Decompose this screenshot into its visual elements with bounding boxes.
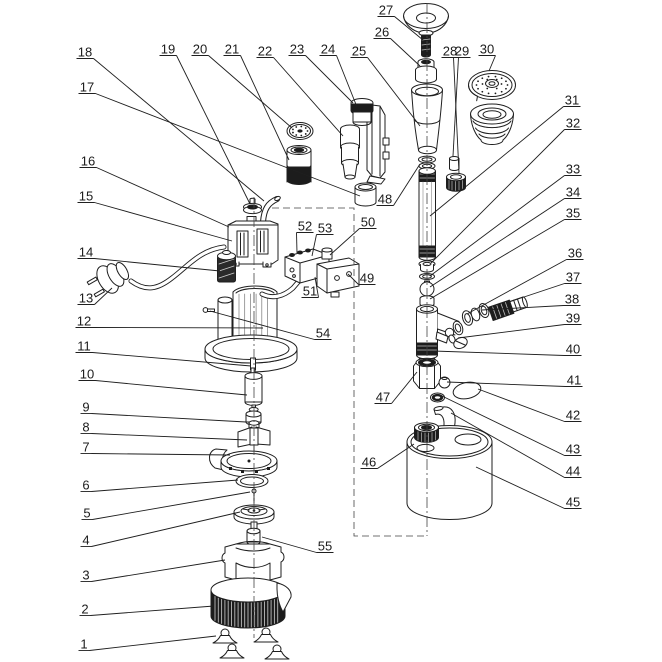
part-leader-30 xyxy=(489,56,496,72)
part-label-11: 11 xyxy=(77,338,91,354)
part-label-34: 34 xyxy=(565,184,581,200)
rotor xyxy=(245,368,262,413)
part-label-32: 32 xyxy=(565,115,581,131)
part-label-31: 31 xyxy=(564,92,580,108)
perforation-dot xyxy=(307,130,309,132)
part-label-5: 5 xyxy=(83,505,91,521)
perforation-dot xyxy=(305,127,307,129)
transducer-disc xyxy=(469,71,516,101)
perforation-dot xyxy=(507,84,509,86)
perforation-dot xyxy=(477,88,479,90)
part-label-50: 50 xyxy=(360,214,376,230)
perforation-dot xyxy=(501,91,503,93)
part-label-29: 29 xyxy=(454,43,470,59)
perforation-dot xyxy=(495,92,497,94)
part-leader-52 xyxy=(297,233,298,254)
part-labels-layer xyxy=(76,3,584,652)
spacer-pin xyxy=(450,157,460,171)
part-leader-17 xyxy=(96,94,361,197)
part-label-16: 16 xyxy=(80,153,96,169)
perforation-dot xyxy=(501,83,503,85)
perforation-dot xyxy=(481,91,483,93)
perforation-dot xyxy=(501,77,503,79)
part-label-23: 23 xyxy=(289,41,305,57)
part-label-3: 3 xyxy=(82,567,90,583)
center-lines xyxy=(254,3,427,638)
part-label-40: 40 xyxy=(565,341,581,357)
part-leader-19 xyxy=(177,56,251,205)
part-label-15: 15 xyxy=(78,188,94,204)
part-leader-3 xyxy=(92,560,226,582)
nozzle-nut xyxy=(416,59,437,83)
part-leader-2 xyxy=(91,606,215,616)
perforation-dot xyxy=(477,80,479,82)
part-leader-24 xyxy=(337,56,358,108)
transducer-cup xyxy=(471,104,514,145)
part-label-6: 6 xyxy=(82,477,90,493)
part-label-17: 17 xyxy=(79,79,95,95)
part-leader-16 xyxy=(97,168,230,228)
part-label-24: 24 xyxy=(320,41,336,57)
perforation-dot xyxy=(496,88,498,90)
part-label-14: 14 xyxy=(78,244,94,260)
perforation-dot xyxy=(505,80,507,82)
part-label-28: 28 xyxy=(442,43,458,59)
perforation-dot xyxy=(495,76,497,78)
part-label-13: 13 xyxy=(78,290,94,306)
part-label-30: 30 xyxy=(479,41,495,57)
part-leader-1 xyxy=(90,636,217,651)
part-label-54: 54 xyxy=(315,325,331,341)
part-label-2: 2 xyxy=(81,601,89,617)
funnel-horn xyxy=(404,4,449,58)
part-label-27: 27 xyxy=(378,2,394,18)
lower-housing xyxy=(222,541,284,580)
part-label-25: 25 xyxy=(351,43,367,59)
part-leader-34 xyxy=(430,199,565,288)
part-leader-42 xyxy=(478,389,565,422)
part-leader-15 xyxy=(95,203,233,242)
strainer-basket xyxy=(211,578,291,628)
filter-cylinder xyxy=(287,146,311,185)
power-plug xyxy=(84,247,224,302)
part-label-51: 51 xyxy=(302,283,318,299)
part-label-4: 4 xyxy=(82,532,90,548)
part-label-39: 39 xyxy=(565,310,581,326)
part-leader-6 xyxy=(92,480,239,492)
part-leader-32 xyxy=(431,130,565,264)
part-label-10: 10 xyxy=(79,366,95,382)
part-label-46: 46 xyxy=(361,454,377,470)
part-label-42: 42 xyxy=(565,407,581,423)
part-leader-10 xyxy=(96,381,248,396)
part-leader-12 xyxy=(93,328,264,329)
part-leader-20 xyxy=(209,56,293,129)
part-leader-40 xyxy=(433,351,565,356)
part-leader-21 xyxy=(241,56,290,161)
perforation-dot xyxy=(292,129,294,131)
part-label-53: 53 xyxy=(317,220,333,236)
perforation-dot xyxy=(505,88,507,90)
perforation-dot xyxy=(300,126,302,128)
part-leader-29 xyxy=(454,58,460,174)
cutter-ring xyxy=(209,449,277,477)
part-leader-50 xyxy=(330,229,360,256)
perforation-dot xyxy=(482,83,484,85)
part-label-18: 18 xyxy=(77,44,93,60)
part-leader-26 xyxy=(391,39,421,67)
part-label-35: 35 xyxy=(565,205,581,221)
pump-outlet-elbow xyxy=(263,196,281,222)
pump-outlet-grommet xyxy=(244,198,262,213)
perforation-dot xyxy=(292,132,294,134)
part-leader-35 xyxy=(430,220,565,300)
capacitor xyxy=(218,251,236,283)
suction-feet xyxy=(213,628,289,659)
part-label-45: 45 xyxy=(565,494,581,510)
part-label-12: 12 xyxy=(76,313,92,329)
part-label-21: 21 xyxy=(224,41,240,57)
part-label-55: 55 xyxy=(317,538,333,554)
part-label-47: 47 xyxy=(375,389,391,405)
perforation-dot xyxy=(300,135,302,137)
perforation-dot xyxy=(488,76,490,78)
part-label-20: 20 xyxy=(192,41,208,57)
part-label-33: 33 xyxy=(565,161,581,177)
threaded-collar xyxy=(415,423,439,443)
knurled-nut xyxy=(447,173,466,191)
part-label-43: 43 xyxy=(565,441,581,457)
valve-fitting-stack xyxy=(341,99,390,185)
part-label-26: 26 xyxy=(374,24,390,40)
perforation-dot xyxy=(295,134,297,136)
part-leader-47 xyxy=(392,372,418,404)
perforation-dot xyxy=(305,133,307,135)
perforation-dot xyxy=(295,126,297,128)
part-label-49: 49 xyxy=(359,270,375,286)
part-label-9: 9 xyxy=(82,399,90,415)
perforation-dot xyxy=(481,77,483,79)
part-leader-9 xyxy=(92,414,247,423)
hose-barb-parts xyxy=(461,295,529,327)
perforation-dot xyxy=(488,92,490,94)
part-label-52: 52 xyxy=(297,218,313,234)
tee-fitting xyxy=(417,305,470,359)
part-label-38: 38 xyxy=(564,291,580,307)
part-label-22: 22 xyxy=(257,43,273,59)
part-leader-48 xyxy=(394,164,421,206)
filter-cup xyxy=(355,183,376,206)
part-label-41: 41 xyxy=(566,372,582,388)
part-leader-39 xyxy=(458,325,565,339)
perforated-disc-small xyxy=(287,123,313,140)
perforation-dot xyxy=(486,88,488,90)
part-label-19: 19 xyxy=(160,41,176,57)
part-label-36: 36 xyxy=(567,245,583,261)
small-ring xyxy=(431,393,445,402)
part-label-8: 8 xyxy=(82,419,90,435)
part-leader-4 xyxy=(92,512,241,547)
o-ring-seal xyxy=(236,475,268,488)
perforation-dot xyxy=(476,84,478,86)
part-leader-7 xyxy=(92,454,231,456)
part-label-44: 44 xyxy=(565,463,581,479)
part-label-1: 1 xyxy=(80,636,88,652)
part-label-7: 7 xyxy=(82,439,90,455)
part-label-37: 37 xyxy=(565,269,581,285)
part-label-48: 48 xyxy=(377,191,393,207)
bushing xyxy=(247,528,260,545)
part-leader-8 xyxy=(92,434,248,441)
